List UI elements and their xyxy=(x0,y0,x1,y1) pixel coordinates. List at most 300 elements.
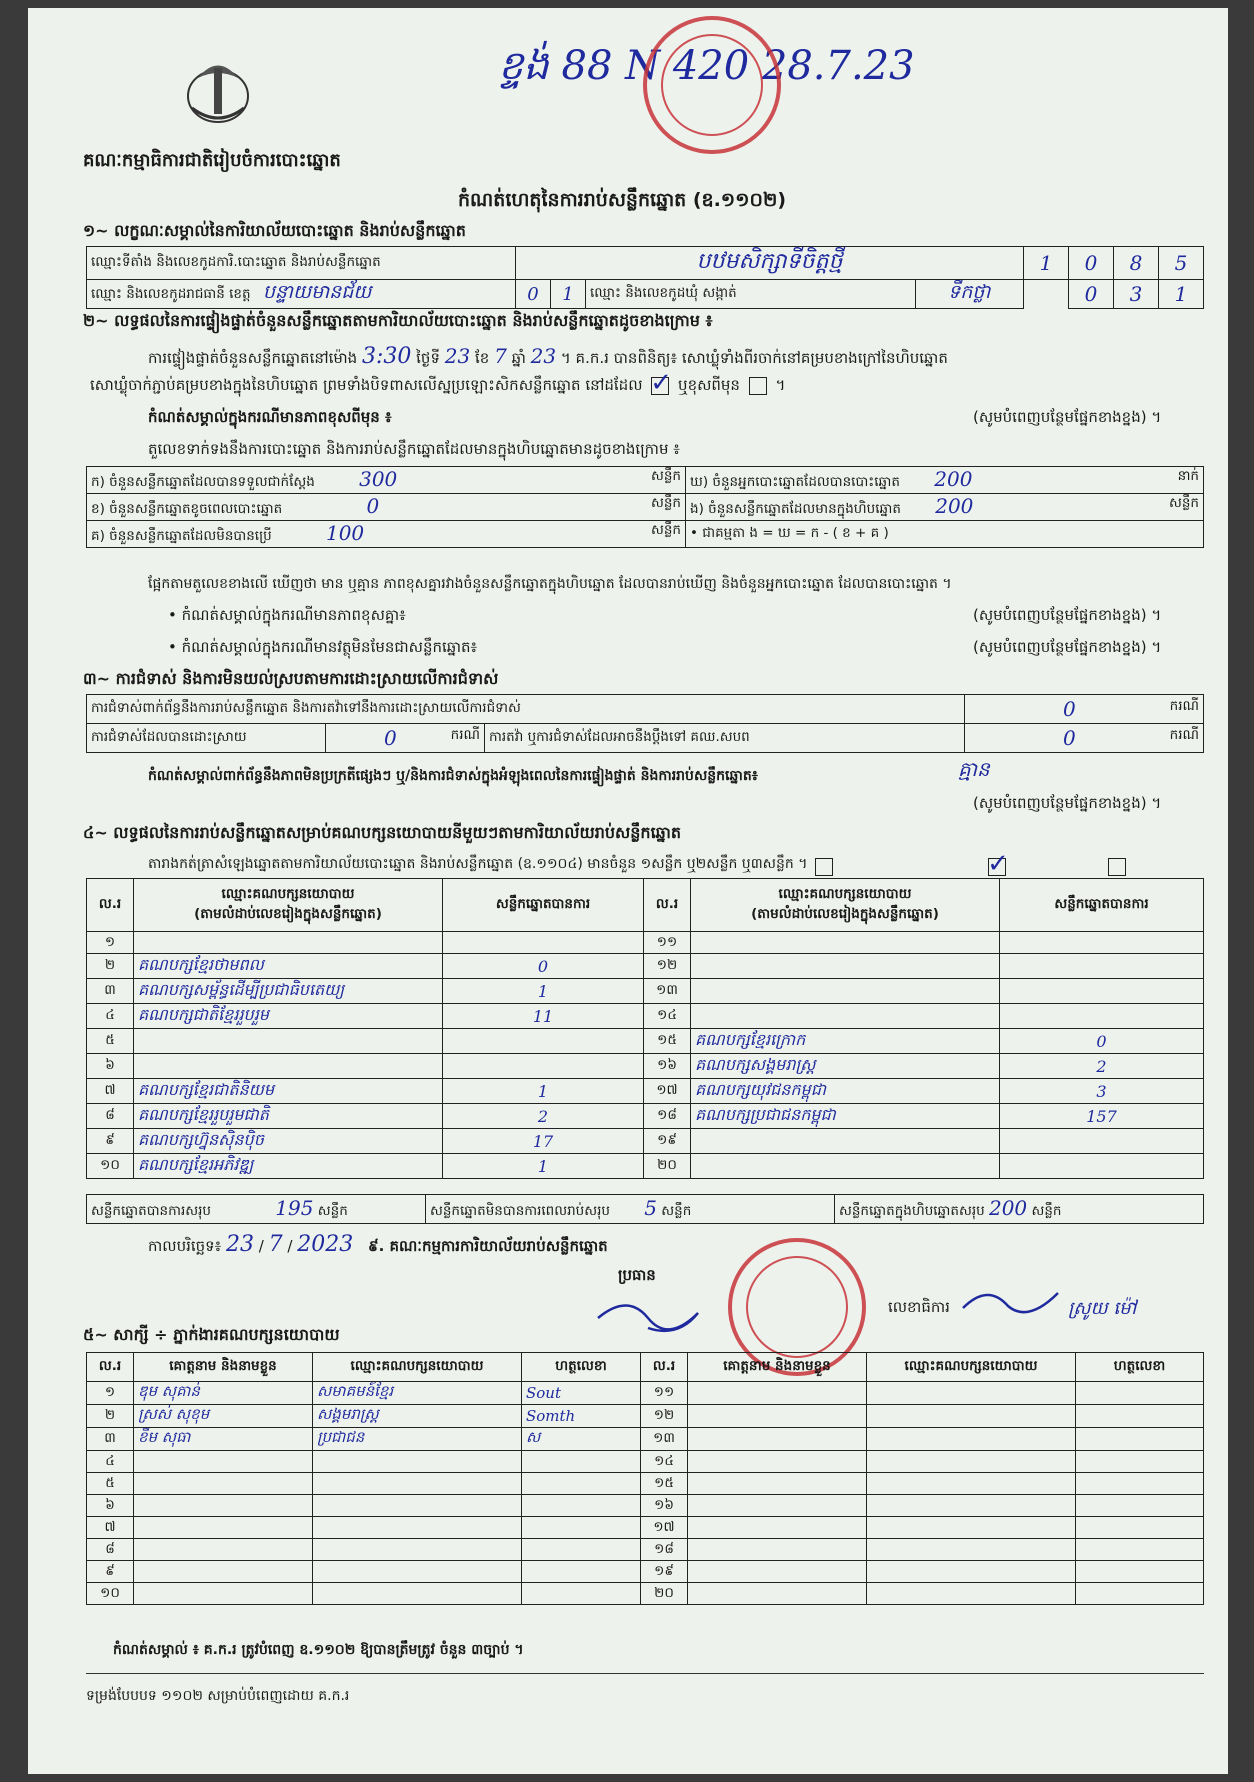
witness-signature xyxy=(1076,1405,1204,1428)
row-number: ១១ xyxy=(644,932,691,954)
total-invalid-value: 5 xyxy=(644,1196,657,1220)
witness-signature xyxy=(1076,1495,1204,1517)
commune-code-digit: 1 xyxy=(1159,280,1204,309)
party-name: គណបក្សសង្គមរាស្ត្រ xyxy=(691,1054,1000,1079)
row-number: ៣ xyxy=(87,1428,134,1451)
witness-signature: Somth xyxy=(522,1405,641,1428)
form-page xyxy=(28,8,1228,1774)
verify-time: 3:30 xyxy=(361,344,412,369)
witness-party xyxy=(867,1561,1076,1583)
party-name: គណបក្សជាតិខ្មែររួបរួម xyxy=(134,1004,443,1029)
org-name: គណៈកម្មាធិការជាតិរៀបចំការបោះឆ្នោត xyxy=(83,150,341,171)
fill-hint-2: (សូមបំពេញបន្ថែមផ្នែកខាងខ្នង) ។ xyxy=(973,606,1162,624)
total-box-label: សន្លឹកឆ្នោតក្នុងហិបឆ្នោតសរុប xyxy=(839,1203,985,1219)
unit: សន្លឹក xyxy=(651,468,681,484)
complaints-row xyxy=(87,695,965,724)
verify-month: 7 xyxy=(494,344,507,368)
spoiled-label: ខ) ចំនួនសន្លឹកឆ្នោតខូចពេលបោះឆ្នោត xyxy=(91,501,283,517)
row-number: ១៦ xyxy=(644,1054,691,1079)
row-number: ១ xyxy=(87,1382,134,1405)
witness-signature xyxy=(1076,1428,1204,1451)
party-name xyxy=(134,1029,443,1054)
tally-sheets-intro: តារាងកត់ត្រាសំឡេងឆ្នោតតាមការិយាល័យបោះឆ្នោត និងរាប់សន្លឹកឆ្នោត (ឧ.១១០៤) មានចំនួន ១សន្លឹក ឬ២សន្លឹក ឬ៣សន្លឹក ។ xyxy=(148,856,808,872)
table-row xyxy=(87,1428,1204,1451)
witness-name xyxy=(134,1561,313,1583)
unit: សន្លឹក xyxy=(651,522,681,538)
table-row xyxy=(87,954,1204,979)
witness-name xyxy=(134,1473,313,1495)
verify-month-label: ខែ xyxy=(474,349,490,367)
party-name xyxy=(691,954,1000,979)
party-name xyxy=(134,1054,443,1079)
witness-signature xyxy=(1076,1539,1204,1561)
total-box-value: 200 xyxy=(988,1196,1028,1220)
station-name: បឋមសិក្សាទីចិត្តថ្មី xyxy=(516,247,1024,280)
witness-party: សមាគមន៍ខ្មែរ xyxy=(313,1382,522,1405)
station-code-digit: 1 xyxy=(1024,247,1069,280)
vote-count xyxy=(1000,932,1204,954)
total-valid-value: 195 xyxy=(275,1196,314,1220)
unit: ករណី xyxy=(450,727,480,743)
col-votes: សន្លឹកឆ្នោតបានការ xyxy=(443,879,644,932)
verify-time-label: ការផ្ទៀងផ្ទាត់ចំនួនសន្លឹកឆ្នោតនៅម៉ោង xyxy=(148,349,358,367)
in-box-label: ង) ចំនួនសន្លឹកឆ្នោតដែលមានក្នុងហិបឆ្នោត xyxy=(690,501,901,517)
witness-signature xyxy=(1076,1517,1204,1539)
party-name: គណបក្សខ្មែរអភិវឌ្ឍ xyxy=(134,1154,443,1179)
row-number: ៧ xyxy=(87,1079,134,1104)
witness-name xyxy=(134,1495,313,1517)
witness-signature: Sout xyxy=(522,1382,641,1405)
province-name: បន្ទាយមានជ័យ xyxy=(262,281,372,303)
col-no: ល.រ xyxy=(87,1353,134,1382)
witness-party xyxy=(313,1473,522,1495)
note-2: • កំណត់សម្គាល់ក្នុងករណីមានភាពខុសគ្នា៖ xyxy=(168,606,406,624)
col-no: ល.រ xyxy=(644,879,691,932)
witness-name xyxy=(688,1451,867,1473)
station-code-digit: 5 xyxy=(1159,247,1204,280)
formula: • ជាគម្មតា ង = ឃ = ក - ( ខ + គ ) xyxy=(686,521,1204,548)
commune-name: ទឹកថ្លា xyxy=(915,280,1023,309)
vote-count: 1 xyxy=(443,1079,644,1104)
witness-name: ឌុម សុគាន់ xyxy=(134,1382,313,1405)
row-number: ៥ xyxy=(87,1029,134,1054)
table-row xyxy=(87,1154,1204,1179)
witness-party xyxy=(867,1473,1076,1495)
complaints-cell xyxy=(965,695,1204,724)
party-name: គណបក្សប្រជាជនកម្ពុជា xyxy=(691,1104,1000,1129)
witness-signature xyxy=(1076,1561,1204,1583)
unit: ករណី xyxy=(1169,727,1199,743)
party-name xyxy=(691,1004,1000,1029)
verify-difference: ផ្អែកតាមតួលេខខាងលើ ឃើញថា មាន ឬគ្មាន ភាពខុសគ្នារវាងចំនួនសន្លឹកឆ្នោតក្នុងហិបឆ្នោត ដែលបានរាប់ឃើញ និងចំនួនអ្នកបោះឆ្នោត ដែលបានបោះឆ្នោត ។ xyxy=(148,576,952,592)
party-name: គណបក្សខ្មែរថាមពល xyxy=(134,954,443,979)
unused-row xyxy=(87,521,686,548)
witness-name xyxy=(688,1428,867,1451)
note-1: កំណត់សម្គាល់ក្នុងករណីមានភាពខុសពីមុន ៖ xyxy=(148,408,392,426)
total-invalid xyxy=(426,1195,835,1224)
received-label: ក) ចំនួនសន្លឹកឆ្នោតដែលបានទទួលជាក់ស្តែង xyxy=(91,474,315,490)
witness-party xyxy=(867,1451,1076,1473)
witness-party xyxy=(867,1405,1076,1428)
col-party xyxy=(691,879,1000,932)
seal-status-line: សោឃ្លុំចាក់ភ្ជាប់គម្របខាងក្នុងនៃហិបឆ្នោត ព្រមទាំងបិទពាសលើស្នប្រឡោះសិកសន្លឹកឆ្នោត នៅដដែល ✓ ឬខុសពីមុន ។ xyxy=(90,367,786,398)
row-number: ១០ xyxy=(87,1583,134,1605)
witness-party xyxy=(867,1517,1076,1539)
witness-party xyxy=(867,1495,1076,1517)
table-row xyxy=(87,1054,1204,1079)
voted-row xyxy=(686,467,1204,494)
section-5-note: កំណត់សម្គាល់ ៖ គ.ក.រ ត្រូវបំពេញ ឧ.១១០២ ឱ្យបានត្រឹមត្រូវ ចំនួន ៣ច្បាប់ ។ xyxy=(113,1642,524,1658)
section-4-title: ៤~ លទ្ធផលនៃការរាប់សន្លឹកឆ្នោតសម្រាប់គណបក្សនយោបាយនីមួយៗតាមការិយាល័យរាប់សន្លឹកឆ្នោត xyxy=(83,823,682,842)
col-name: គោត្តនាម និងនាមខ្លួន xyxy=(688,1353,867,1382)
witness-party: ប្រជាជន xyxy=(313,1428,522,1451)
province-code-digit: 0 xyxy=(516,280,551,309)
col-party: ឈ្មោះគណបក្សនយោបាយ xyxy=(313,1353,522,1382)
col-party-sub: (តាមលំដាប់លេខរៀងក្នុងសន្លឹកឆ្នោត) xyxy=(751,906,939,922)
province-label-text: ឈ្មោះ និងលេខកូដរាជធានី ខេត្ត xyxy=(91,286,251,302)
station-table xyxy=(86,246,1204,309)
witness-name xyxy=(688,1405,867,1428)
table-row xyxy=(87,1517,1204,1539)
col-votes: សន្លឹកឆ្នោតបានការ xyxy=(1000,879,1204,932)
ballot-figures-table xyxy=(86,466,1204,548)
witness-name xyxy=(688,1517,867,1539)
row-number: ១៨ xyxy=(644,1104,691,1129)
unit: សន្លឹក xyxy=(317,1203,348,1219)
fill-hint-1: (សូមបំពេញបន្ថែមផ្នែកខាងខ្នង) ។ xyxy=(973,408,1162,426)
col-sign: ហត្ថលេខា xyxy=(1076,1353,1204,1382)
verify-year: 23 xyxy=(530,344,557,368)
chair-signature xyxy=(588,1288,728,1348)
row-number: ១៨ xyxy=(641,1539,688,1561)
witness-name xyxy=(688,1539,867,1561)
seal-status-text: សោឃ្លុំចាក់ភ្ជាប់គម្របខាងក្នុងនៃហិបឆ្នោត ព្រមទាំងបិទពាសលើស្នប្រឡោះសិកសន្លឹកឆ្នោត នៅដដែល xyxy=(90,376,643,394)
witness-party xyxy=(313,1583,522,1605)
table-row xyxy=(87,1405,1204,1428)
unused-label: គ) ចំនួនសន្លឹកឆ្នោតដែលមិនបានប្រើ xyxy=(91,528,272,544)
row-number: ១ xyxy=(87,932,134,954)
row-number: ១៤ xyxy=(644,1004,691,1029)
vote-count xyxy=(443,932,644,954)
totals-table xyxy=(86,1194,1204,1224)
row-number: ១៣ xyxy=(644,979,691,1004)
official-stamp-top xyxy=(643,16,781,154)
row-number: ១២ xyxy=(641,1405,688,1428)
row-number: ៦ xyxy=(87,1054,134,1079)
row-number: ៦ xyxy=(87,1495,134,1517)
row-number: ២ xyxy=(87,1405,134,1428)
witness-party xyxy=(867,1583,1076,1605)
footer-divider xyxy=(86,1673,1204,1674)
party-name: គណបក្សហ្វ៊ុនស៊ិនប៉ិច xyxy=(134,1129,443,1154)
verify-year-label: ឆ្នាំ xyxy=(511,349,526,367)
col-party-label: ឈ្មោះគណបក្សនយោបាយ xyxy=(221,886,355,902)
row-number: ១៥ xyxy=(641,1473,688,1495)
witness-party xyxy=(867,1539,1076,1561)
in-box-row xyxy=(686,494,1204,521)
unit: សន្លឹក xyxy=(1031,1203,1062,1219)
row-number: ១៦ xyxy=(641,1495,688,1517)
party-name: គណបក្សយុវជនកម្ពុជា xyxy=(691,1079,1000,1104)
row-number: ១៣ xyxy=(641,1428,688,1451)
verify-day-label: ថ្ងៃទី xyxy=(416,349,440,367)
results-table xyxy=(86,878,1204,1179)
row-number: ២០ xyxy=(641,1583,688,1605)
date-line: កាលបរិច្ឆេទ៖ 23 / 7 / 2023 ៩. គណៈកម្មការការិយាល័យរាប់សន្លឹកឆ្នោត xyxy=(148,1232,608,1257)
witness-signature xyxy=(1076,1451,1204,1473)
verification-line xyxy=(148,344,948,371)
commune-code-digit: 0 xyxy=(1069,280,1114,309)
table-row xyxy=(87,1079,1204,1104)
station-code-digit: 8 xyxy=(1114,247,1159,280)
table-row xyxy=(87,1561,1204,1583)
spoiled-value: 0 xyxy=(366,494,380,518)
royal-emblem-logo xyxy=(178,48,258,128)
row-number: ១៥ xyxy=(644,1029,691,1054)
unit: សន្លឹក xyxy=(651,495,681,511)
total-valid-label: សន្លឹកឆ្នោតបានការសរុប xyxy=(91,1203,211,1219)
col-party: ឈ្មោះគណបក្សនយោបាយ xyxy=(867,1353,1076,1382)
party-name xyxy=(134,932,443,954)
commune-label: ឈ្មោះ និងលេខកូដឃុំ សង្កាត់ xyxy=(586,280,916,309)
row-number: ២០ xyxy=(644,1154,691,1179)
witness-signature: ស xyxy=(522,1428,641,1451)
witness-name xyxy=(134,1451,313,1473)
table-row xyxy=(87,979,1204,1004)
witness-name xyxy=(688,1473,867,1495)
total-box xyxy=(835,1195,1204,1224)
irregularity-value: គ្មាន xyxy=(958,757,990,781)
witness-name xyxy=(134,1539,313,1561)
resolved-value: 0 xyxy=(383,726,397,750)
secretary-label: លេខាធិការ xyxy=(888,1298,950,1316)
table-row xyxy=(87,1129,1204,1154)
table-row xyxy=(87,1029,1204,1054)
table-row xyxy=(87,932,1204,954)
total-invalid-label: សន្លឹកឆ្នោតមិនបានការពេលរាប់សរុប xyxy=(430,1203,610,1219)
date-day: 23 xyxy=(226,1232,255,1257)
row-number: ៤ xyxy=(87,1004,134,1029)
resolved-label: ការជំទាស់ដែលបានដោះស្រាយ xyxy=(87,724,326,753)
fill-hint-4: (សូមបំពេញបន្ថែមផ្នែកខាងខ្នង) ។ xyxy=(973,794,1162,812)
vote-count xyxy=(1000,1004,1204,1029)
witness-name xyxy=(688,1495,867,1517)
row-number: ៩ xyxy=(87,1129,134,1154)
vote-count: 157 xyxy=(1000,1104,1204,1129)
witness-party xyxy=(313,1495,522,1517)
section-1-title: ១~ លក្ខណៈសម្គាល់នៃការិយាល័យបោះឆ្នោត និងរាប់សន្លឹកឆ្នោត xyxy=(83,221,466,240)
station-label: ឈ្មោះទីតាំង និងលេខកូដការិ.បោះឆ្នោត និងរាប់សន្លឹកឆ្នោត xyxy=(87,247,516,280)
witness-name xyxy=(688,1382,867,1405)
voted-value: 200 xyxy=(934,467,973,491)
row-number: ១២ xyxy=(644,954,691,979)
row-number: ១៩ xyxy=(641,1561,688,1583)
tally-1-checkbox[interactable] xyxy=(815,858,833,876)
witness-name: ស្រស់ សុខុម xyxy=(134,1405,313,1428)
vote-count xyxy=(443,1054,644,1079)
witness-signature xyxy=(1076,1382,1204,1405)
vote-count: 2 xyxy=(1000,1054,1204,1079)
row-number: ១៤ xyxy=(641,1451,688,1473)
figures-intro: តួលេខទាក់ទងនឹងការបោះឆ្នោត និងការរាប់សន្លឹកឆ្នោតដែលមានក្នុងហិបឆ្នោតមានដូចខាងក្រោម ៖ xyxy=(148,440,680,458)
witness-party xyxy=(313,1517,522,1539)
witness-table xyxy=(86,1352,1204,1605)
col-party-label: ឈ្មោះគណបក្សនយោបាយ xyxy=(778,886,912,902)
form-title: កំណត់ហេតុនៃការរាប់សន្លឹកឆ្នោត (ឧ.១១០២) xyxy=(458,189,787,211)
witness-signature xyxy=(522,1517,641,1539)
fill-hint-3: (សូមបំពេញបន្ថែមផ្នែកខាងខ្នង) ។ xyxy=(973,638,1162,656)
unit: នាក់ xyxy=(1177,468,1199,484)
vote-count: 1 xyxy=(443,1154,644,1179)
verify-text: ។ គ.ក.រ បានពិនិត្យ៖ សោឃ្លុំទាំងពីរចាក់នៅគម្របខាងក្រៅនៃហិបឆ្នោត xyxy=(560,349,948,367)
row-number: ៨ xyxy=(87,1104,134,1129)
witness-party xyxy=(313,1451,522,1473)
witness-party xyxy=(313,1561,522,1583)
col-name: គោត្តនាម និងនាមខ្លួន xyxy=(134,1353,313,1382)
witness-signature xyxy=(522,1583,641,1605)
party-name xyxy=(691,1154,1000,1179)
same-checkbox[interactable]: ✓ xyxy=(650,367,673,398)
row-number: ៨ xyxy=(87,1539,134,1561)
different-label: ឬខុសពីមុន xyxy=(678,376,740,394)
complaints-value: 0 xyxy=(1062,697,1076,721)
vote-count xyxy=(1000,979,1204,1004)
witness-name xyxy=(688,1561,867,1583)
total-valid xyxy=(87,1195,426,1224)
witness-signature xyxy=(522,1451,641,1473)
different-checkbox[interactable] xyxy=(749,377,767,395)
province-label xyxy=(87,280,516,309)
col-no: ល.រ xyxy=(87,879,134,932)
complaints-table xyxy=(86,694,1204,753)
vote-count: 17 xyxy=(443,1129,644,1154)
table-row xyxy=(87,1473,1204,1495)
vote-count xyxy=(443,1029,644,1054)
party-name xyxy=(691,979,1000,1004)
col-no: ល.រ xyxy=(641,1353,688,1382)
witness-party xyxy=(313,1539,522,1561)
committee-label: ៩. គណៈកម្មការការិយាល័យរាប់សន្លឹកឆ្នោត xyxy=(368,1237,608,1255)
vote-count xyxy=(1000,1129,1204,1154)
secretary-name: ស្រូយ ម៉ៅ xyxy=(1068,1298,1137,1319)
in-box-value: 200 xyxy=(935,494,974,518)
col-party xyxy=(134,879,443,932)
witness-name xyxy=(134,1583,313,1605)
row-number: ១១ xyxy=(641,1382,688,1405)
party-name: គណបក្សសម្ព័ន្ធដើម្បីប្រជាធិបតេយ្យ xyxy=(134,979,443,1004)
date-year: 2023 xyxy=(297,1232,354,1257)
row-number: ៥ xyxy=(87,1473,134,1495)
witness-name xyxy=(688,1583,867,1605)
table-row xyxy=(87,1382,1204,1405)
section-2-title: ២~ លទ្ធផលនៃការផ្ទៀងផ្ទាត់ចំនួនសន្លឹកឆ្នោតតាមការិយាល័យបោះឆ្នោត និងរាប់សន្លឹកឆ្នោតដូចខាងក្រោម ៖ xyxy=(83,311,713,330)
chair-label: ប្រធាន xyxy=(618,1266,656,1284)
row-number: ២ xyxy=(87,954,134,979)
row-number: ៤ xyxy=(87,1451,134,1473)
note-3: • កំណត់សម្គាល់ក្នុងករណីមានវត្ថុមិនមែនជាសន្លឹកឆ្នោត៖ xyxy=(168,638,478,656)
province-code-digit: 1 xyxy=(551,280,586,309)
date-label: កាលបរិច្ឆេទ៖ xyxy=(148,1237,222,1255)
vote-count: 0 xyxy=(443,954,644,979)
witness-name: ខឹម សុធា xyxy=(134,1428,313,1451)
received-row xyxy=(87,467,686,494)
row-number: ៧ xyxy=(87,1517,134,1539)
section-3-title: ៣~ ការជំទាស់ និងការមិនយល់ស្របតាមការដោះស្រាយលើការជំទាស់ xyxy=(83,669,499,688)
voted-label: ឃ) ចំនួនអ្នកបោះឆ្នោតដែលបានបោះឆ្នោត xyxy=(690,474,900,490)
vote-count: 11 xyxy=(443,1004,644,1029)
unit: សន្លឹក xyxy=(661,1203,692,1219)
secretary-signature xyxy=(958,1278,1078,1328)
tally-2-checkbox[interactable]: ✓ xyxy=(987,848,1009,879)
vote-count: 3 xyxy=(1000,1079,1204,1104)
tally-3-checkbox[interactable] xyxy=(1108,858,1126,876)
handwritten-reference: ខ្ទង់ 88 N 420 28.7.23 xyxy=(498,43,915,89)
party-name: គណបក្សខ្មែរក្រោក xyxy=(691,1029,1000,1054)
spoiled-row xyxy=(87,494,686,521)
appeal-label: ការតវ៉ា ឬការជំទាស់ដែលអាចនឹងប្តឹងទៅ គឈ.សបព xyxy=(485,724,965,753)
witness-signature xyxy=(1076,1583,1204,1605)
unit: សន្លឹក xyxy=(1169,495,1199,511)
table-row xyxy=(87,1495,1204,1517)
table-row xyxy=(87,1583,1204,1605)
date-month: 7 xyxy=(268,1232,283,1257)
appeal-value: 0 xyxy=(1062,726,1076,750)
row-number: ៩ xyxy=(87,1561,134,1583)
verify-day: 23 xyxy=(444,344,471,368)
vote-count xyxy=(1000,954,1204,979)
witness-name xyxy=(134,1517,313,1539)
witness-signature xyxy=(522,1561,641,1583)
table-row xyxy=(87,1539,1204,1561)
vote-count xyxy=(1000,1154,1204,1179)
witness-signature xyxy=(522,1539,641,1561)
unit: ករណី xyxy=(1169,698,1199,714)
witness-signature xyxy=(522,1473,641,1495)
unused-value: 100 xyxy=(325,521,365,545)
appeal-cell xyxy=(965,724,1204,753)
received-value: 300 xyxy=(359,467,398,491)
witness-party xyxy=(867,1428,1076,1451)
party-name xyxy=(691,932,1000,954)
witness-signature xyxy=(522,1495,641,1517)
col-party-sub: (តាមលំដាប់លេខរៀងក្នុងសន្លឹកឆ្នោត) xyxy=(194,906,382,922)
form-footer: ទម្រង់បែបបទ ១១០២ សម្រាប់បំពេញដោយ គ.ក.រ xyxy=(86,1688,350,1704)
col-sign: ហត្ថលេខា xyxy=(522,1353,641,1382)
row-number: ១៩ xyxy=(644,1129,691,1154)
resolved-cell xyxy=(326,724,485,753)
witness-signature xyxy=(1076,1473,1204,1495)
table-row xyxy=(87,1104,1204,1129)
station-code-digit: 0 xyxy=(1069,247,1114,280)
party-name: គណបក្សខ្មែរជាតិនិយម xyxy=(134,1079,443,1104)
party-name xyxy=(691,1129,1000,1154)
row-number: ១០ xyxy=(87,1154,134,1179)
witness-party xyxy=(867,1382,1076,1405)
row-number: ១៧ xyxy=(641,1517,688,1539)
table-row xyxy=(87,1004,1204,1029)
vote-count: 2 xyxy=(443,1104,644,1129)
party-name: គណបក្សខ្មែររួបរួមជាតិ xyxy=(134,1104,443,1129)
row-number: ៣ xyxy=(87,979,134,1004)
row-number: ១៧ xyxy=(644,1079,691,1104)
irregularity-note: កំណត់សម្គាល់ពាក់ព័ន្ធនឹងភាពមិនប្រក្រតីផ្សេងៗ ឬ/និងការជំទាស់ក្នុងអំឡុងពេលនៃការផ្ទៀងផ្ទាត់ និងការរាប់សន្លឹកឆ្នោត៖ xyxy=(148,768,758,784)
table-row xyxy=(87,1451,1204,1473)
witness-party: សង្គមរាស្ត្រ xyxy=(313,1405,522,1428)
vote-count: 0 xyxy=(1000,1029,1204,1054)
complaints-label: ការជំទាស់ពាក់ព័ន្ធនឹងការរាប់សន្លឹកឆ្នោត និងការតវ៉ាទៅនឹងការដោះស្រាយលើការជំទាស់ xyxy=(91,700,521,716)
vote-count: 1 xyxy=(443,979,644,1004)
section-5-title: ៥~ សាក្សី ÷ ភ្នាក់ងារគណបក្សនយោបាយ xyxy=(83,1325,340,1344)
